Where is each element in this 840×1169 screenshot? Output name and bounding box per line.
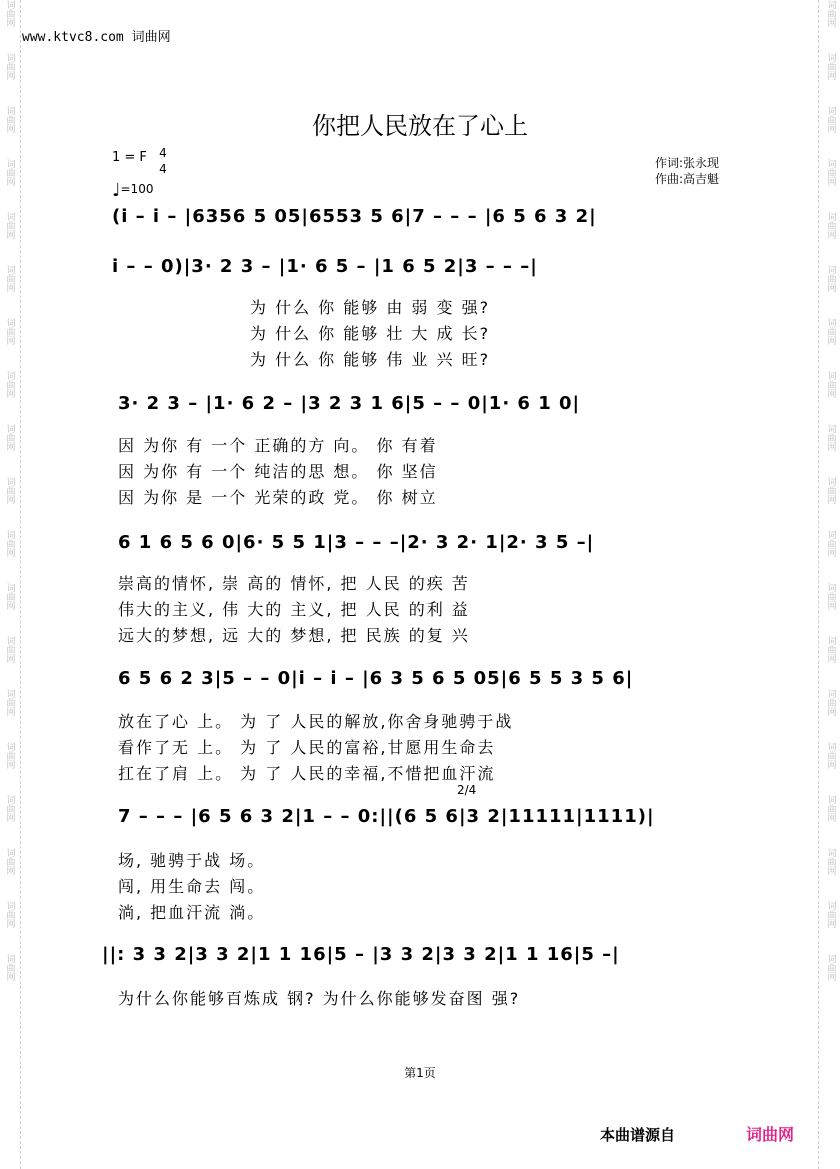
lyric-6-1: 场, 驰骋于战 场。 [118,851,266,870]
quarter-note-icon: ♩ [112,180,121,201]
time-bottom: 4 [159,162,167,176]
left-watermark-strip [2,0,16,1169]
music-line-6: 7 – – – |6 5 6 3 2|1 – – 0:||(6 5 6|3 2|11111|1111)| [118,806,655,827]
watermark-text: 词曲网 [825,424,836,451]
source-label: 本曲谱源自 [600,1126,676,1144]
lyric-6-3: 淌, 把血汗流 淌。 [118,903,266,922]
right-edge-line [818,0,819,1169]
watermark-text: 词曲网 [4,795,15,822]
left-edge-line [20,0,21,1169]
lyric-4-2: 伟大的主义, 伟 大的 主义, 把 人民 的利 益 [118,600,470,619]
watermark-text: 词曲网 [825,901,836,928]
watermark-text: 词曲网 [825,0,836,27]
watermark-text: 词曲网 [825,159,836,186]
watermark-text: 词曲网 [825,583,836,610]
watermark-text: 词曲网 [825,530,836,557]
time-top: 4 [159,146,167,160]
watermark-text: 词曲网 [4,106,15,133]
music-line-2: i̇ – – 0)|3· 2 3 – |1· 6 5 – |1 6 5 2|3 – – –| [112,256,538,277]
lyric-2-3: 为 什么 你 能够 伟 业 兴 旺? [250,350,491,369]
watermark-text: 词曲网 [4,742,15,769]
watermark-text: 词曲网 [825,742,836,769]
page-number: 第1页 [404,1066,436,1080]
watermark-text: 词曲网 [4,0,15,27]
watermark-text: 词曲网 [4,212,15,239]
watermark-text: 词曲网 [4,530,15,557]
watermark-text: 词曲网 [825,265,836,292]
watermark-text: 词曲网 [4,477,15,504]
time-signature [156,145,170,177]
watermark-text: 词曲网 [4,53,15,80]
site-url[interactable]: www.ktvc8.com 词曲网 [22,30,171,45]
music-line-1: (i̇ – i̇ – |6356 5 05|6553 5 6|7 – – – |6 5 6 3 2| [112,206,597,227]
watermark-text: 词曲网 [825,318,836,345]
watermark-text: 词曲网 [825,371,836,398]
lyricist-credit: 作词:张永现 [655,156,720,170]
song-title: 你把人民放在了心上 [312,112,528,140]
watermark-text: 词曲网 [825,53,836,80]
watermark-text: 词曲网 [825,795,836,822]
lyric-5-2: 看作了无 上。 为 了 人民的富裕,甘愿用生命去 [118,738,496,757]
tempo-value: =100 [120,182,154,196]
watermark-text: 词曲网 [825,477,836,504]
lyric-2-2: 为 什么 你 能够 壮 大 成 长? [250,324,491,343]
composer-credit: 作曲:高吉魁 [655,172,720,186]
watermark-text: 词曲网 [825,848,836,875]
music-line-7: ||: 3 3 2|3 3 2|1 1 16|5 – |3 3 2|3 3 2|1 1 16|5 –| [102,944,620,965]
music-line-5: 6 5 6 2 3|5 – – 0|i̇ – i̇ – |6 3 5 6 5 05|6 5 5 3 5 6| [118,668,634,689]
lyric-2-1: 为 什么 你 能够 由 弱 变 强? [250,298,491,317]
watermark-text: 词曲网 [4,848,15,875]
music-line-4: 6 1 6 5 6 0|6· 5 5 1|3 – – –|2· 3 2· 1|2· 3 5 –| [118,532,595,553]
time-change-2-4: 2/4 [457,783,477,797]
watermark-text: 词曲网 [4,424,15,451]
music-line-3: 3· 2 3 – |1· 6 2 – |3 2 3 1 6|5 – – 0|1· 6 1 0| [118,393,581,414]
lyric-4-3: 远大的梦想, 远 大的 梦想, 把 民族 的复 兴 [118,626,470,645]
lyric-3-2: 因 为你 有 一个 纯洁的思 想。 你 坚信 [118,462,438,481]
key-signature: 1 = F [112,150,147,165]
watermark-text: 词曲网 [4,265,15,292]
watermark-text: 词曲网 [825,212,836,239]
lyric-7-1: 为什么你能够百炼成 钢? 为什么你能够发奋图 强? [118,989,521,1008]
right-watermark-strip [823,0,837,1169]
lyric-3-3: 因 为你 是 一个 光荣的政 党。 你 树立 [118,488,438,507]
tempo-marking [112,180,153,201]
lyric-5-1: 放在了心 上。 为 了 人民的解放,你舍身驰骋于战 [118,712,514,731]
watermark-text: 词曲网 [4,954,15,981]
lyric-3-1: 因 为你 有 一个 正确的方 向。 你 有着 [118,436,438,455]
watermark-text: 词曲网 [4,371,15,398]
watermark-text: 词曲网 [825,106,836,133]
lyric-5-3: 扛在了肩 上。 为 了 人民的幸福,不惜把血汗流 [118,764,496,783]
watermark-text: 词曲网 [4,318,15,345]
lyric-4-1: 崇高的情怀, 崇 高的 情怀, 把 人民 的疾 苦 [118,574,470,593]
watermark-text: 词曲网 [825,689,836,716]
site-logo[interactable]: 词曲网 [746,1125,795,1144]
watermark-text: 词曲网 [4,636,15,663]
watermark-text: 词曲网 [825,954,836,981]
watermark-text: 词曲网 [4,689,15,716]
lyric-6-2: 闯, 用生命去 闯。 [118,877,266,896]
watermark-text: 词曲网 [4,901,15,928]
watermark-text: 词曲网 [4,583,15,610]
watermark-text: 词曲网 [825,636,836,663]
watermark-text: 词曲网 [4,159,15,186]
